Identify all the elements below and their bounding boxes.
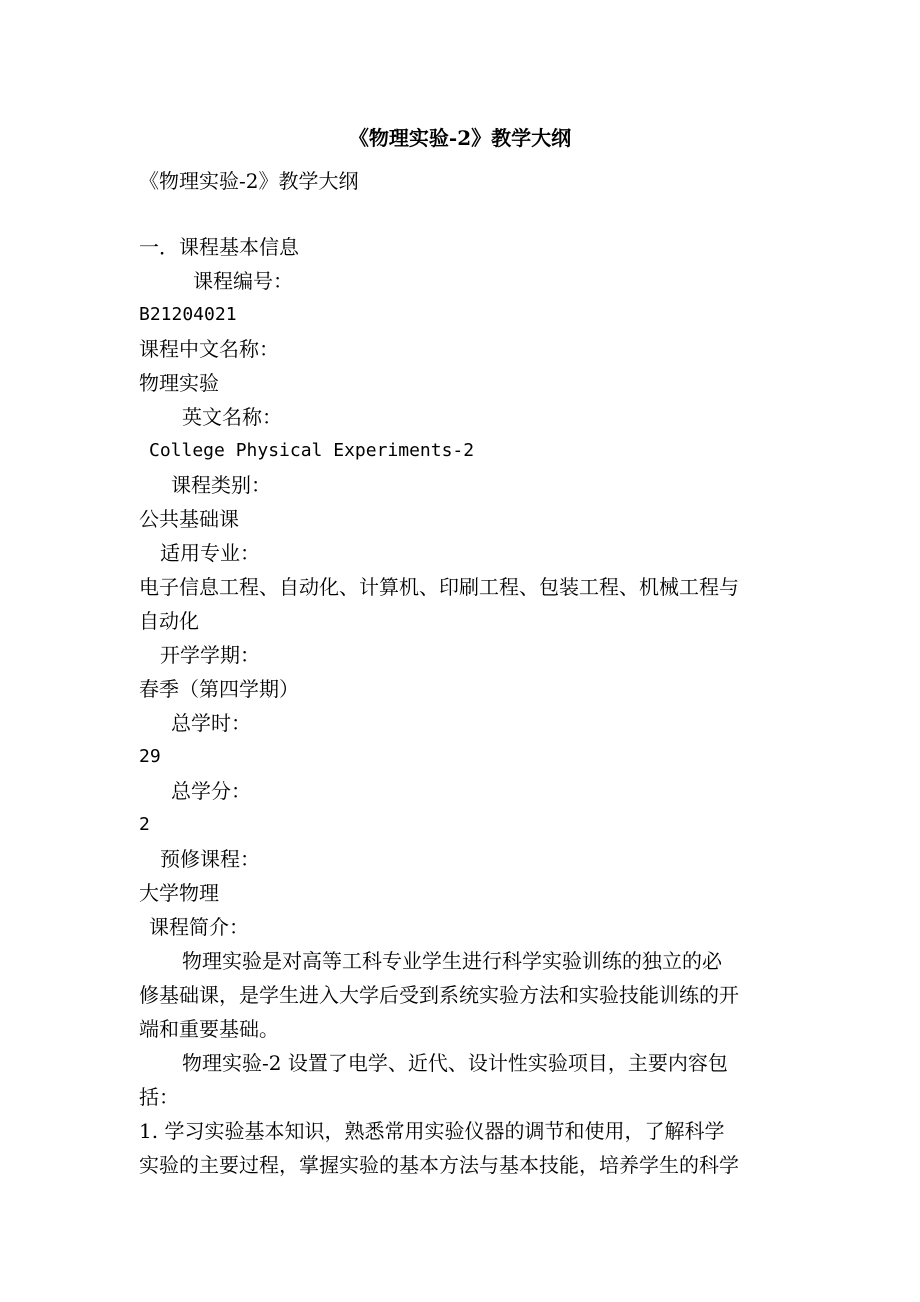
credits-value: 2 [139,814,150,835]
intro-paragraph-2-line-1: 物理实验-2 设置了电学、近代、设计性实验项目，主要内容包 [182,1051,728,1075]
cn-name-label: 课程中文名称： [139,337,279,361]
course-code-label: 课程编号： [193,269,293,293]
category-label: 课程类别： [171,473,271,497]
en-name-value: College Physical Experiments-2 [149,440,475,461]
prereq-label: 预修课程： [160,847,260,871]
intro-label: 课程简介： [149,915,249,939]
majors-value-line2: 自动化 [139,609,199,633]
semester-label: 开学学期： [160,643,260,667]
document-subtitle: 《物理实验-2》教学大纲 [139,169,359,193]
majors-label: 适用专业： [160,541,260,565]
category-value: 公共基础课 [139,507,239,531]
prereq-value: 大学物理 [139,881,219,905]
en-name-label: 英文名称： [182,405,282,429]
semester-value: 春季（第四学期） [139,677,299,701]
intro-paragraph-1-line-2: 修基础课，是学生进入大学后受到系统实验方法和实验技能训练的开 [139,983,739,1007]
course-code-value: B21204021 [139,304,237,325]
cn-name-value: 物理实验 [139,371,219,395]
list-item-1-line-1: 1. 学习实验基本知识，熟悉常用实验仪器的调节和使用，了解科学 [139,1119,725,1143]
list-item-1-line-2: 实验的主要过程，掌握实验的基本方法与基本技能，培养学生的科学 [139,1153,739,1177]
intro-paragraph-2-line-2: 括： [139,1085,179,1109]
section-heading: 一．课程基本信息 [139,235,299,259]
intro-paragraph-1-line-3: 端和重要基础。 [139,1017,279,1041]
document-title: 《物理实验-2》教学大纲 [348,126,572,150]
hours-value: 29 [139,746,161,767]
majors-value-line1: 电子信息工程、自动化、计算机、印刷工程、包装工程、机械工程与 [139,575,739,599]
hours-label: 总学时： [171,711,251,735]
intro-paragraph-1-line-1: 物理实验是对高等工科专业学生进行科学实验训练的独立的必 [182,949,722,973]
credits-label: 总学分： [171,779,251,803]
